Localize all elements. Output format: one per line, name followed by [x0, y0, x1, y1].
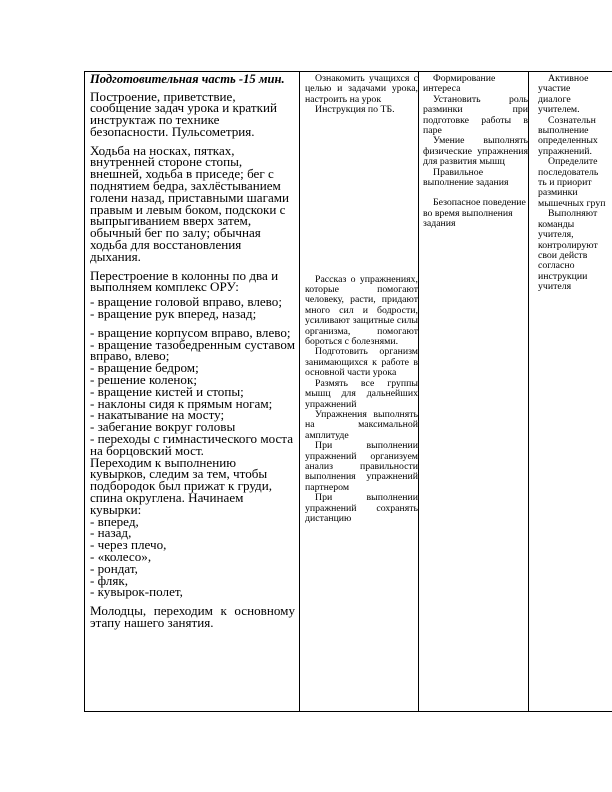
exercise-item: - переходы с гимнастического моста на борцовский мост.	[90, 431, 294, 458]
somersault-item: - назад,	[90, 525, 132, 541]
student-activity-line: упражнений.	[538, 145, 592, 157]
section-title: Подготовительная часть -15 мин.	[90, 72, 285, 86]
student-activity-line: выполнение	[538, 125, 589, 137]
somersault-item: - через плечо,	[90, 537, 167, 553]
exercise-item: - вращение кистей и стопы;	[90, 383, 244, 399]
exercise-item: - накатывание на мосту;	[90, 407, 225, 423]
exercise-item: - вращение рук вперед, назад;	[90, 306, 257, 322]
student-activity-line: Выполняют	[548, 208, 598, 220]
student-activity-line: разминки	[538, 187, 578, 199]
exercise-item: - забегание вокруг головы	[90, 419, 236, 435]
objective-text: Инструкция по ТБ.	[315, 104, 395, 116]
somersault-item: - вперед,	[90, 513, 139, 529]
student-activity-line: определенных	[538, 135, 598, 147]
student-activity-line: последователь	[538, 166, 599, 178]
teacher-activity-column	[85, 72, 300, 711]
exercise-item: - решение коленок;	[90, 372, 197, 388]
outcome-text: Правильное выполнение задания	[423, 166, 509, 189]
somersault-item: - рондат,	[90, 560, 138, 576]
exercise-item: - вращение головой вправо, влево;	[90, 294, 282, 310]
exercise-item: - вращение тазобедренным суставом вправо, влево;	[90, 336, 295, 364]
student-activity-line: команды	[538, 218, 575, 230]
student-activity-line: диалоге	[538, 93, 571, 105]
student-activity-line: ть и приорит	[538, 177, 592, 189]
outcome-text: Безопасное поведение во время выполнения задания	[423, 197, 526, 230]
somersault-instructions: Переходим к выполнению кувырков, следим за тем, чтобы подбородок был прижат к груди, спина округлена. Начинаем кувырки:	[90, 454, 272, 517]
student-activity-line: инструкции	[538, 270, 588, 282]
lesson-plan-table	[84, 71, 612, 712]
student-activity-column	[529, 72, 612, 711]
student-activity-line: учителя	[538, 281, 572, 293]
exercise-item: - вращение бедром;	[90, 360, 199, 376]
outcome-text: Установить роль разминки при подготовке работы в паре	[423, 93, 528, 137]
student-activity-line: согласно	[538, 260, 575, 272]
somersault-item: - фляк,	[90, 572, 128, 588]
exercise-item: - наклоны сидя к прямым ногам;	[90, 395, 273, 411]
objective-text: При выполнении упражнений сохранять дистанцию	[305, 492, 418, 524]
outcome-text: Умение выполнять физические упражнения для развития мышц	[423, 135, 528, 168]
exercise-complex-heading: Перестроение в колонны по два и выполняем комплекс ОРУ:	[90, 267, 279, 295]
closing-paragraph: Молодцы, переходим к основному этапу нашего занятия.	[90, 603, 295, 630]
student-activity-line: свои действ	[538, 249, 588, 261]
student-activity-line: учителя,	[538, 229, 574, 241]
somersault-item: - кувырок-полет,	[90, 584, 183, 600]
student-activity-line: участие	[538, 83, 571, 95]
student-activity-line: контролируют	[538, 239, 598, 251]
objective-text: При выполнении упражнений организуем анализ правильности выполнения упражнений партнером	[305, 440, 418, 493]
objective-text: Размять все группы мышц для дальнейших упражнений	[305, 377, 418, 410]
student-activity-line: Сознательн	[548, 114, 596, 126]
student-activity-line: мышечных груп	[538, 197, 606, 209]
somersault-item: - «колесо»,	[90, 548, 152, 564]
objective-text: Рассказ о упражнениях, которые помогают человеку, расти, придают много сил и бодрости, усиливают защитные силы организма, помогают бороться с болезнями.	[305, 273, 418, 348]
objective-text: Ознакомить учащихся с целью и задачами урока, настроить на урок	[305, 73, 418, 105]
objective-text: Подготовить организм занимающихся к работе в основной части урока	[305, 346, 418, 379]
student-activity-line: учителем.	[538, 104, 580, 116]
objective-text: Упражнения выполнять на максимальной амплитуде	[305, 408, 418, 441]
student-activity-line: Определите	[548, 156, 598, 168]
outcome-text: Формирование интереса	[423, 73, 496, 95]
student-activity-line: Активное	[548, 73, 589, 84]
objectives-column	[300, 72, 419, 711]
exercise-item: - вращение корпусом вправо, влево;	[90, 324, 291, 340]
outcomes-column	[419, 72, 529, 711]
intro-paragraph: Построение, приветствие, сообщение задач урока и краткий инструктаж по технике безопасности. Пульсометрия.	[90, 88, 278, 139]
walking-running-paragraph: Ходьба на носках, пятках, внутренней стороне стопы, внешней, ходьба в приседе; бег с поднятием бедра, захлёстыванием голени назад, приставными шагами правым и левым боком, подскоки с выпрыгиванием вверх затем, обычный бег по залу; обычная ходьба для восстановления дыхания.	[90, 142, 290, 264]
